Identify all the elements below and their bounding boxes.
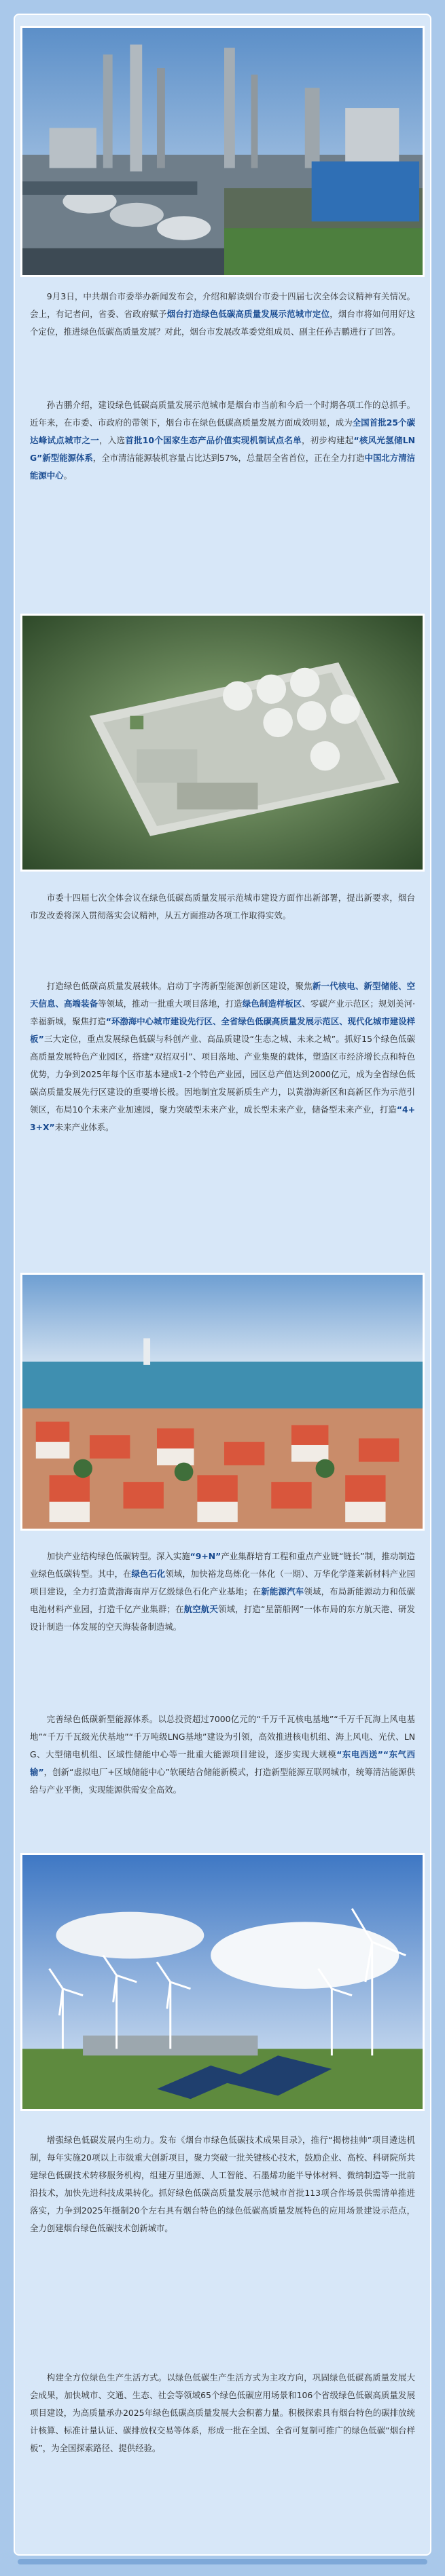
s4-text-g: 领域，布局新能源动力和低碳电池材料产业园，打造千亿产业集群；在 [30,1586,416,1614]
s4-text-a: 加快产业结构绿色低碳转型。深入实施 [46,1551,190,1561]
section4-paragraph [30,1548,415,1636]
s3-text-e: 、零碳产业示范区；规划美河·幸福新城，聚焦打造 [30,998,416,1026]
s5-highlight-b: “东电西送”“东气西输” [30,1749,415,1777]
s1-text-c: ，入选 [99,435,126,445]
s3-text-i: 未来产业体系。 [54,1122,114,1132]
s3-highlight-h: “4+3+X” [30,1104,415,1132]
section2-paragraph: 市委十四届七次全体会议在绿色低碳高质量发展示范城市建设方面作出新部署，提出新要求，烟台市发改委将深入贯彻落实会议精神，从五方面推动各项工作取得实效。 [30,893,415,920]
s1-highlight-b: 全国首批25个碳达峰试点城市之一 [30,417,416,445]
intro-highlight: 烟台打造绿色低碳高质量发展示范城市定位 [166,309,330,319]
lng-base-image [20,614,425,872]
s4-text-c: 产业集群培育工程和重点产业链“链长”制，推动制造业绿色低碳转型。其中，在 [30,1551,416,1579]
s3-highlight-b: 新一代核电、新型储能、空天信息、高端装备 [30,981,416,1009]
intro-tail-text: ，烟台市将如何用好这个定位，推进绿色低碳高质量发展？对此，烟台市发展改革委党组成员、副主任孙吉鹏进行了回答。 [30,309,416,337]
s3-highlight-f: “环渤海中心城市建设先行区、全省绿色低碳高质量发展示范区、现代化城市建设样板” [30,1016,415,1044]
intro-text: 9月3日，中共烟台市委举办新闻发布会，介绍和解读烟台市委十四届七次全体会议精神有关情况。会上，有记者问，省委、省政府赋予 [30,291,415,319]
section7-paragraph: 构建全方位绿色生产生活方式。以绿色低碳生产生活方式为主攻方向，巩固绿色低碳高质量发展大会成果，加快城市、交通、生态、社会等领域65个绿色低碳应用场景和106个省级绿色低碳高质量发展项目建设，为高质量承办2025年绿色低碳高质量发展大会积蓄力量。积极探索具有烟台特色的碳排放统计核算、标准计量认证、碳排放权交易等体系，形成一批在全国、全省可复制可推广的绿色低碳“烟台样板”，为全国探索路径、提供经验。 [30,2372,415,2453]
section3-paragraph [30,977,415,1136]
intro-paragraph [30,288,415,341]
wind-turbines-image [20,1853,425,2111]
s4-text-e: 领域，加快裕龙岛炼化一体化（一期）、万华化学蓬莱新材料产业园项目建设，全力打造黄渤海南岸万亿级绿色石化产业基地；在 [30,1569,415,1597]
s1-text-a: 孙吉鹏介绍，建设绿色低碳高质量发展示范城市是烟台市当前和今后一个时期各项工作的总抓手。近年来，在市委、市政府的带领下，烟台市在绿色低碳高质量发展方面成效明显，成为 [30,400,415,428]
coastal-city-image [20,1273,425,1531]
s1-text-i: 。 [63,470,72,481]
s1-text-g: ，全市清洁能源装机容量占比达到57%，总量居全省首位，正在全力打造 [92,453,365,463]
s3-text-a: 打造绿色低碳高质量发展载体。启动丁字湾新型能源创新区建设，聚焦 [46,981,313,991]
s4-text-i: 领域，打造“星箭船网”一体布局的东方航天港、研发设计制造一体发展的空天海装备制造城。 [30,1604,416,1632]
section6-paragraph: 增强绿色低碳发展内生动力。发布《烟台市绿色低碳技术成果目录》，推行“揭榜挂帅”项目遴选机制，每年实施20项以上市级重大创新项目，聚力突破一批关键核心技术，鼓励企业、高校、科研院所共建绿色低碳技术转移服务机构，组建万里通源、人工智能、石墨烯功能半导体材料、微纳制造等一批前沿技术，加快先进科技成果转化。抓好绿色低碳高质量发展示范城市首批113项合作场景供需清单推进落实，力争到2025年摄制20个左右具有烟台特色的绿色低碳高质量发展特色的应用场景建设示范点，全力创建烟台绿色低碳技术创新城市。 [30,2135,415,2233]
industrial-plant-image [20,26,425,277]
section5-paragraph [30,1711,415,1799]
section1-paragraph [30,396,415,485]
s3-highlight-d: 绿色制造样板区 [242,998,302,1009]
s5-text-c: ，创新“虚拟电厂+区域储能中心”软硬结合储能新模式，打造新型能源互联网城市，统筹清洁能源供给与产业平衡，实现能源供需安全高效。 [30,1767,415,1795]
s4-highlight-b: “9+N” [190,1551,221,1561]
s3-text-g: 三大定位，重点发展绿色低碳与科创产业、高品质建设“生态之城、未来之城”。抓好15个绿色低碳高质量发展特色产业园区，搭建“双招双引”、项目落地、产业集聚的载体，塑造区市经济增长点和特色优势，力争到2025年每个区市基本建成1-2个特色产业园，园区总产值达到2000亿元，成为全省绿色低碳高质量发展先行区建设的重要增长极。因地制宜发展新质生产力，以黄渤海新区和高新区作为示范引领区，布局10个未来产业加速园，聚力突破型未来产业，成长型未来产业，储备型未来产业，打造 [30,1034,415,1115]
s4-highlight-f: 新能源汽车 [261,1586,304,1597]
s4-highlight-h: 航空航天 [183,1604,218,1614]
s1-highlight-h: 中国北方清洁能源中心 [30,453,415,481]
footer-divider [18,2559,427,2564]
s1-highlight-f: “核风光氢储LNG”新型能源体系 [30,435,416,463]
s1-text-e: ，初步构建起 [302,435,354,445]
s4-highlight-d: 绿色石化 [131,1569,166,1579]
s3-text-c: 等领域，推动一批重大项目落地，打造 [98,998,243,1009]
s5-text-a: 完善绿色低碳新型能源体系。以总投资超过7000亿元的“千万千瓦核电基地”“千万千瓦海上风电基地”“千万千瓦级光伏基地”“千万吨级LNG基地”建设为引领，高效推进核电机组、海上风电、光伏、LNG、大型储电机组、区域性储能中心等一批重大能源项目建设，逐步实现大规模 [30,1714,415,1759]
s1-highlight-d: 首批10个国家生态产品价值实现机制试点名单 [125,435,302,445]
